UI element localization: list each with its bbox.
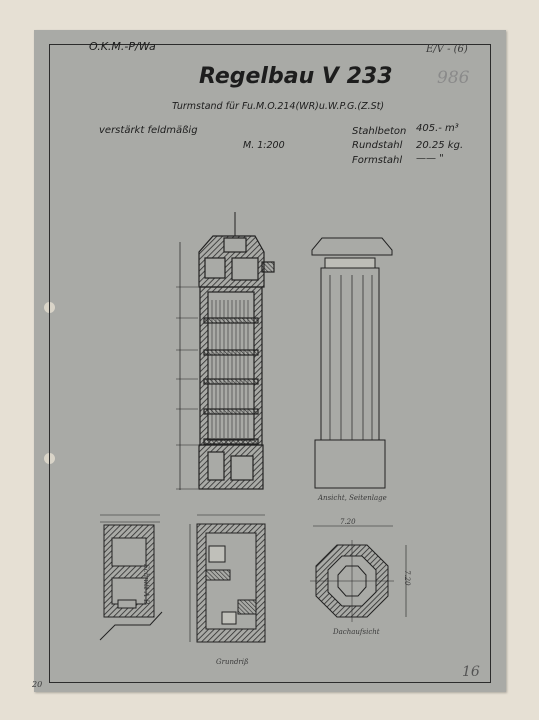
top-plan-depth-dimension: 7.20 (403, 570, 411, 586)
material-value-3: —— " (416, 153, 444, 164)
elevation-caption: Ansicht, Seitenlage (318, 494, 387, 502)
material-value-1: 405.- m³ (416, 123, 459, 134)
material-name-1: Stahlbeton (352, 126, 407, 137)
drawing-subtitle: Turmstand für Fu.M.O.214(WR)u.W.P.G.(Z.St) (172, 101, 385, 112)
drawing-title: Regelbau V 233 (199, 64, 393, 89)
section-caption: Schnitt A-B (142, 564, 150, 605)
archive-number: 986 (437, 68, 470, 88)
material-name-2: Rundstahl (352, 140, 403, 151)
tower-section-drawing (176, 212, 274, 490)
top-plan-width-dimension: 7.20 (340, 518, 356, 526)
top-plan-caption: Dachaufsicht (333, 628, 380, 636)
side-section-drawing (100, 515, 162, 640)
top-plan-drawing (310, 526, 406, 622)
material-value-2: 20.25 kg. (416, 140, 464, 151)
corner-mark: 20 (32, 680, 43, 689)
tower-elevation-drawing (312, 238, 392, 488)
variant-note: verstärkt feldmäßig (99, 125, 198, 136)
scale-label: M. 1:200 (243, 140, 285, 151)
floor-plan-caption: Grundriß (216, 658, 249, 666)
material-name-3: Formstahl (352, 155, 403, 166)
sheet-reference: E/V - (6) (426, 44, 468, 55)
office-label: O.K.M.-P/Wa (89, 40, 156, 53)
floor-plan-drawing (190, 515, 265, 642)
page-mark: 16 (462, 664, 480, 680)
